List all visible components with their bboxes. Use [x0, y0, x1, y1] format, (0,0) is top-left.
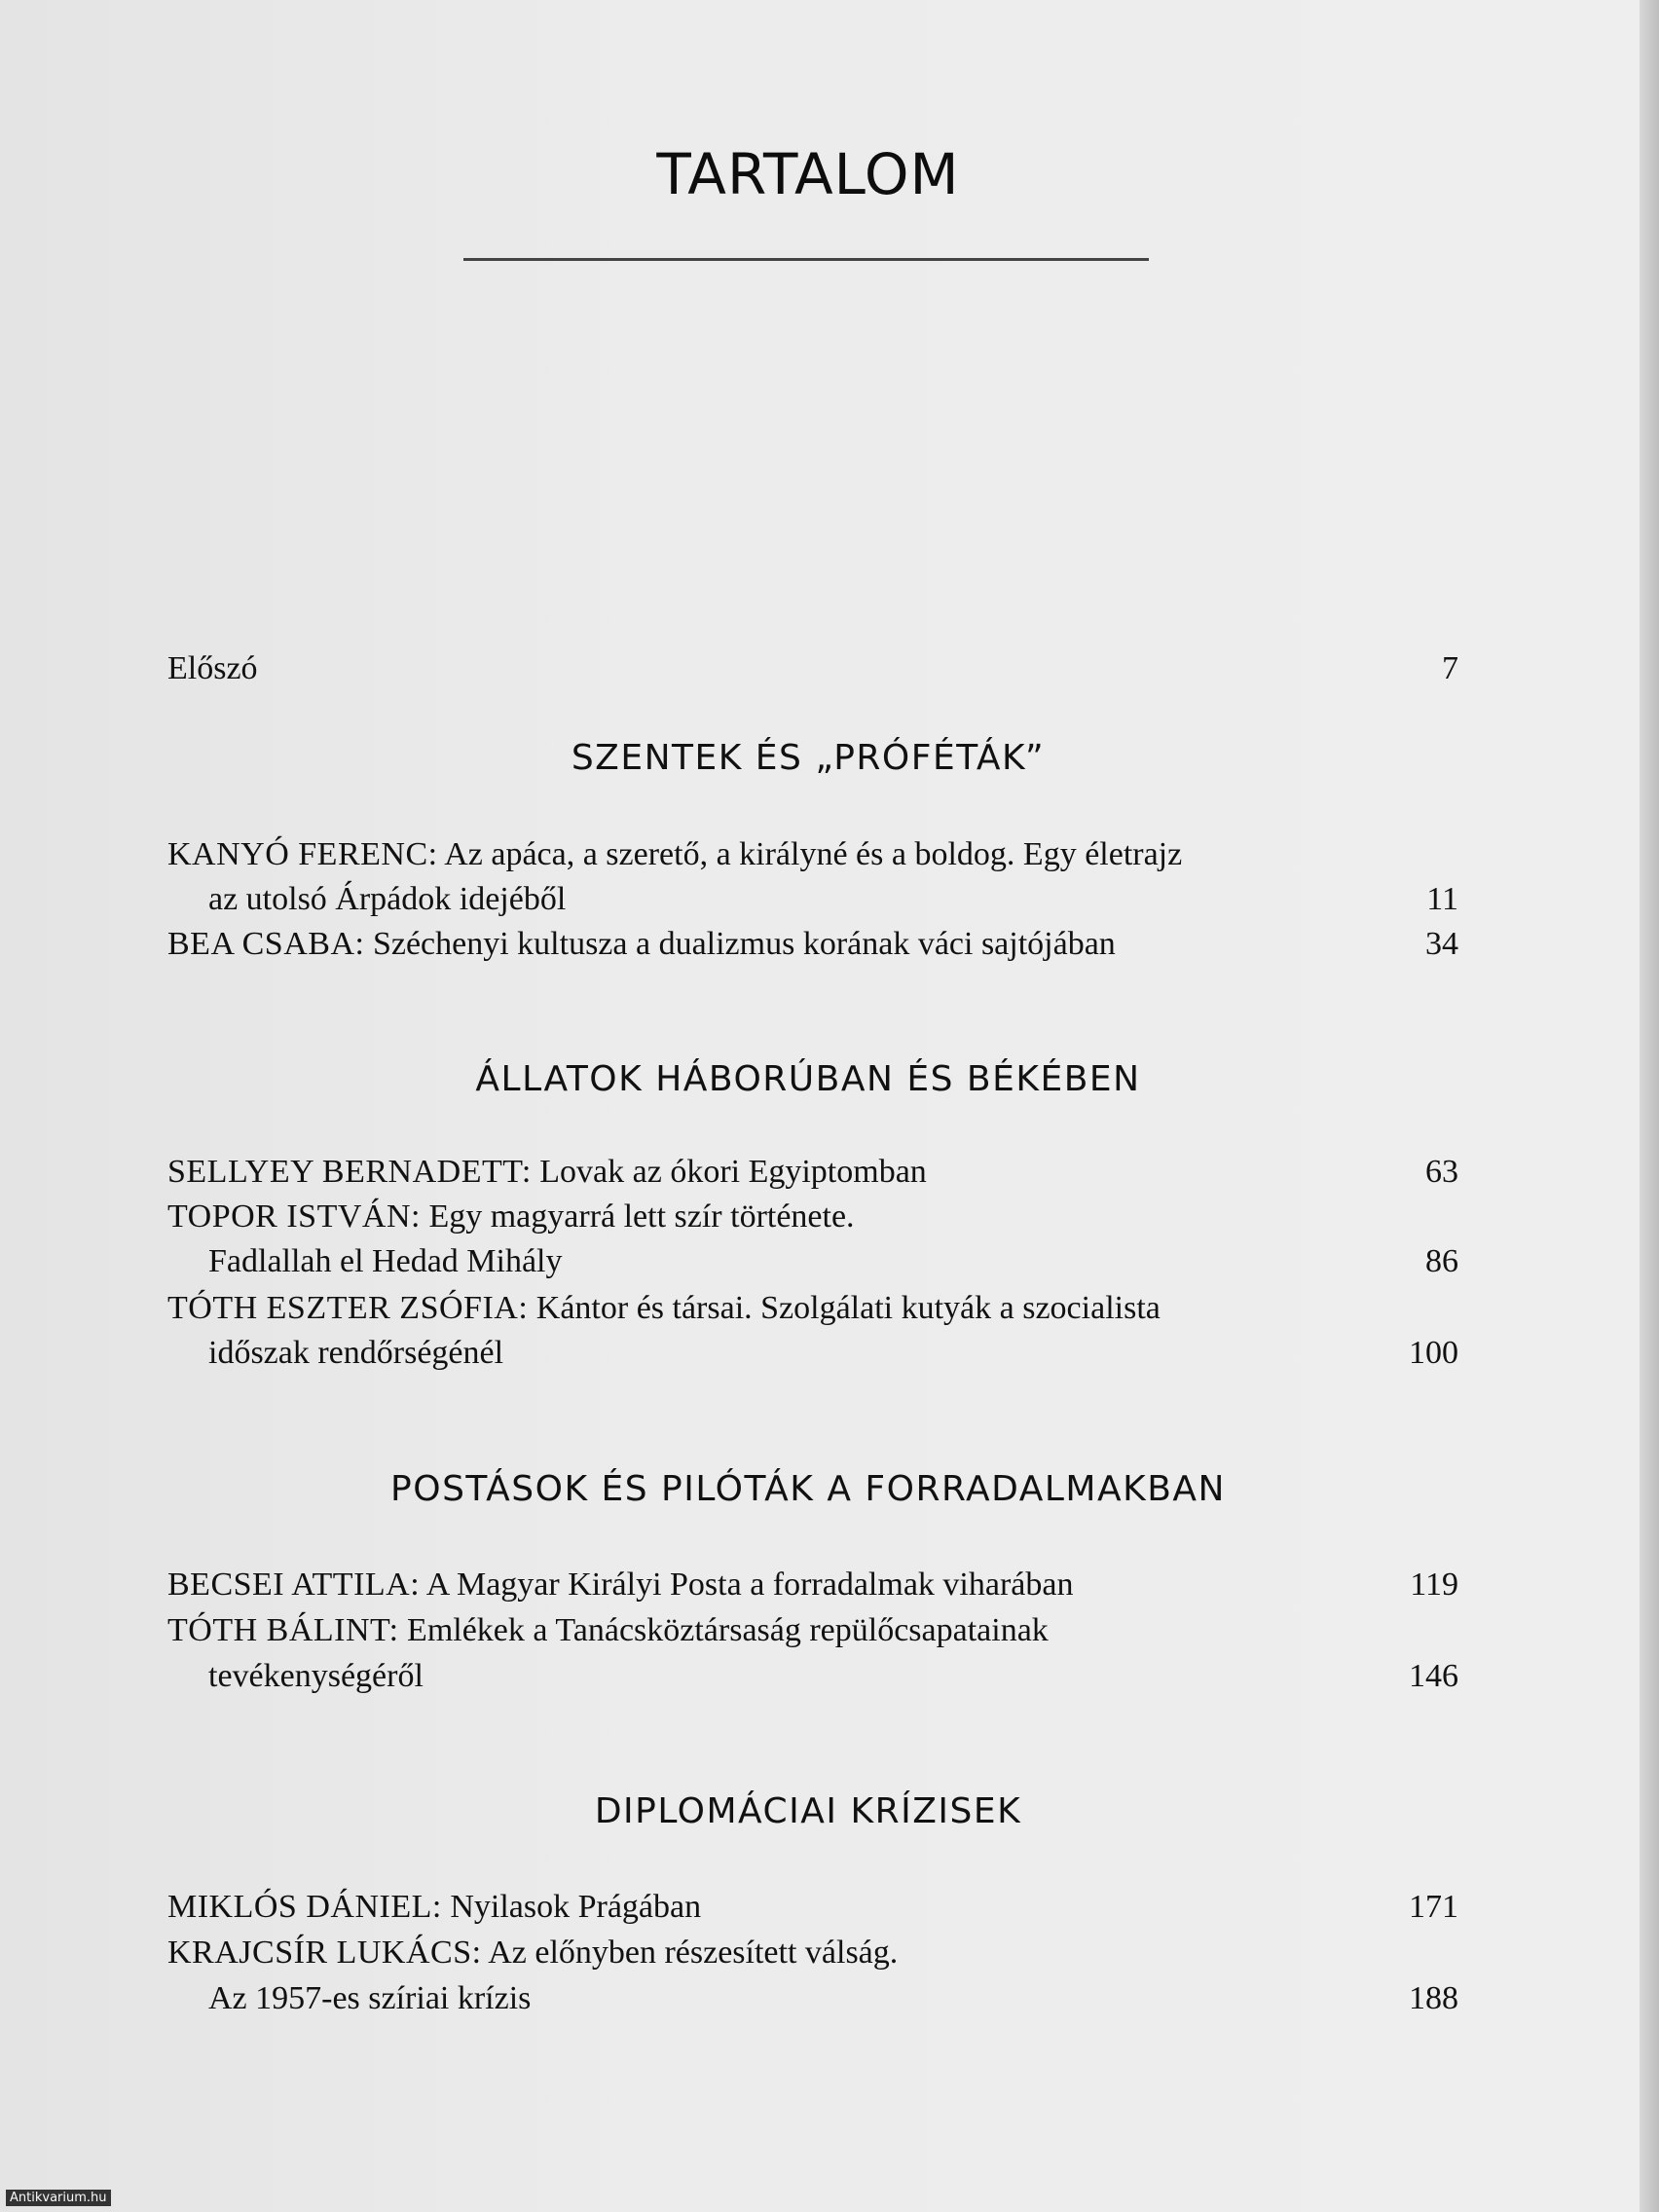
- watermark: Antikvarium.hu: [6, 2190, 111, 2206]
- entry-title-cont: tevékenységéről: [208, 1658, 424, 1694]
- title-rule: [463, 258, 1149, 261]
- entry-title-cont: időszak rendőrségénél: [208, 1335, 504, 1371]
- page-number: 86: [1425, 1243, 1458, 1279]
- toc-entry-continuation: [208, 1654, 1458, 1699]
- section-heading: SZENTEK ÉS „PRÓFÉTÁK”: [571, 738, 1046, 778]
- toc-entry: [167, 1608, 1458, 1653]
- entry-title: Emlékek a Tanácsköztársaság repülőcsapatainak: [398, 1612, 1049, 1648]
- entry-title-cont: az utolsó Árpádok idejéből: [208, 881, 567, 917]
- toc-entry: [167, 1286, 1458, 1331]
- toc-entry-continuation: [208, 1239, 1458, 1284]
- toc-entry: [167, 1885, 1458, 1930]
- section-heading: POSTÁSOK ÉS PILÓTÁK A FORRADALMAKBAN: [390, 1469, 1226, 1509]
- entry-author: TÓTH ESZTER ZSÓFIA:: [167, 1290, 529, 1326]
- entry-title: Előszó: [167, 650, 258, 686]
- section-heading: ÁLLATOK HÁBORÚBAN ÉS BÉKÉBEN: [475, 1059, 1141, 1099]
- section-heading: DIPLOMÁCIAI KRÍZISEK: [594, 1791, 1022, 1831]
- entry-title: Egy magyarrá lett szír története.: [420, 1198, 855, 1235]
- entry-title: Nyilasok Prágában: [441, 1889, 702, 1925]
- entry-author: TÓTH BÁLINT:: [167, 1612, 399, 1648]
- entry-author: BECSEI ATTILA:: [167, 1567, 421, 1603]
- entry-author: KRAJCSÍR LUKÁCS:: [167, 1935, 482, 1971]
- page-number: 7: [1442, 650, 1458, 686]
- toc-entry-continuation: [208, 877, 1458, 922]
- entry-title: Kántor és társai. Szolgálati kutyák a szocialista: [528, 1290, 1161, 1326]
- page-edge: [1640, 0, 1659, 2212]
- entry-title: Az előnyben részesített válság.: [481, 1935, 899, 1971]
- entry-title-cont: Fadlallah el Hedad Mihály: [208, 1243, 563, 1279]
- entry-title-cont: Az 1957-es szíriai krízis: [208, 1980, 532, 2016]
- toc-entry-continuation: [208, 1331, 1458, 1376]
- toc-entry: [167, 1563, 1458, 1607]
- page-number: 188: [1409, 1980, 1458, 2016]
- page-number: 11: [1426, 881, 1458, 917]
- toc-entry: [167, 1150, 1458, 1195]
- page-number: 100: [1409, 1335, 1458, 1371]
- toc-entry: [167, 1195, 1458, 1239]
- page-number: 34: [1425, 926, 1458, 962]
- page-number: 119: [1410, 1567, 1458, 1603]
- entry-title: Széchenyi kultusza a dualizmus korának váci sajtójában: [364, 926, 1116, 962]
- page-number: 146: [1409, 1658, 1458, 1694]
- page-number: 171: [1409, 1889, 1458, 1925]
- toc-entry-continuation: [208, 1976, 1458, 2021]
- entry-author: MIKLÓS DÁNIEL:: [167, 1889, 442, 1925]
- page-title: TARTALOM: [656, 141, 960, 207]
- entry-author: SELLYEY BERNADETT:: [167, 1154, 532, 1190]
- page-number: 63: [1425, 1154, 1458, 1190]
- entry-title: Az apáca, a szerető, a királyné és a boldog. Egy életrajz: [437, 836, 1183, 872]
- entry-author: BEA CSABA:: [167, 926, 365, 962]
- toc-entry: [167, 1931, 1458, 1975]
- toc-entry: [167, 922, 1458, 967]
- toc-entry: [167, 832, 1458, 877]
- entry-title: A Magyar Királyi Posta a forradalmak viharában: [420, 1567, 1074, 1603]
- entry-author: KANYÓ FERENC:: [167, 836, 438, 872]
- entry-author: TOPOR ISTVÁN:: [167, 1198, 421, 1235]
- entry-title: Lovak az ókori Egyiptomban: [531, 1154, 927, 1190]
- toc-entry-foreword: [167, 646, 1458, 691]
